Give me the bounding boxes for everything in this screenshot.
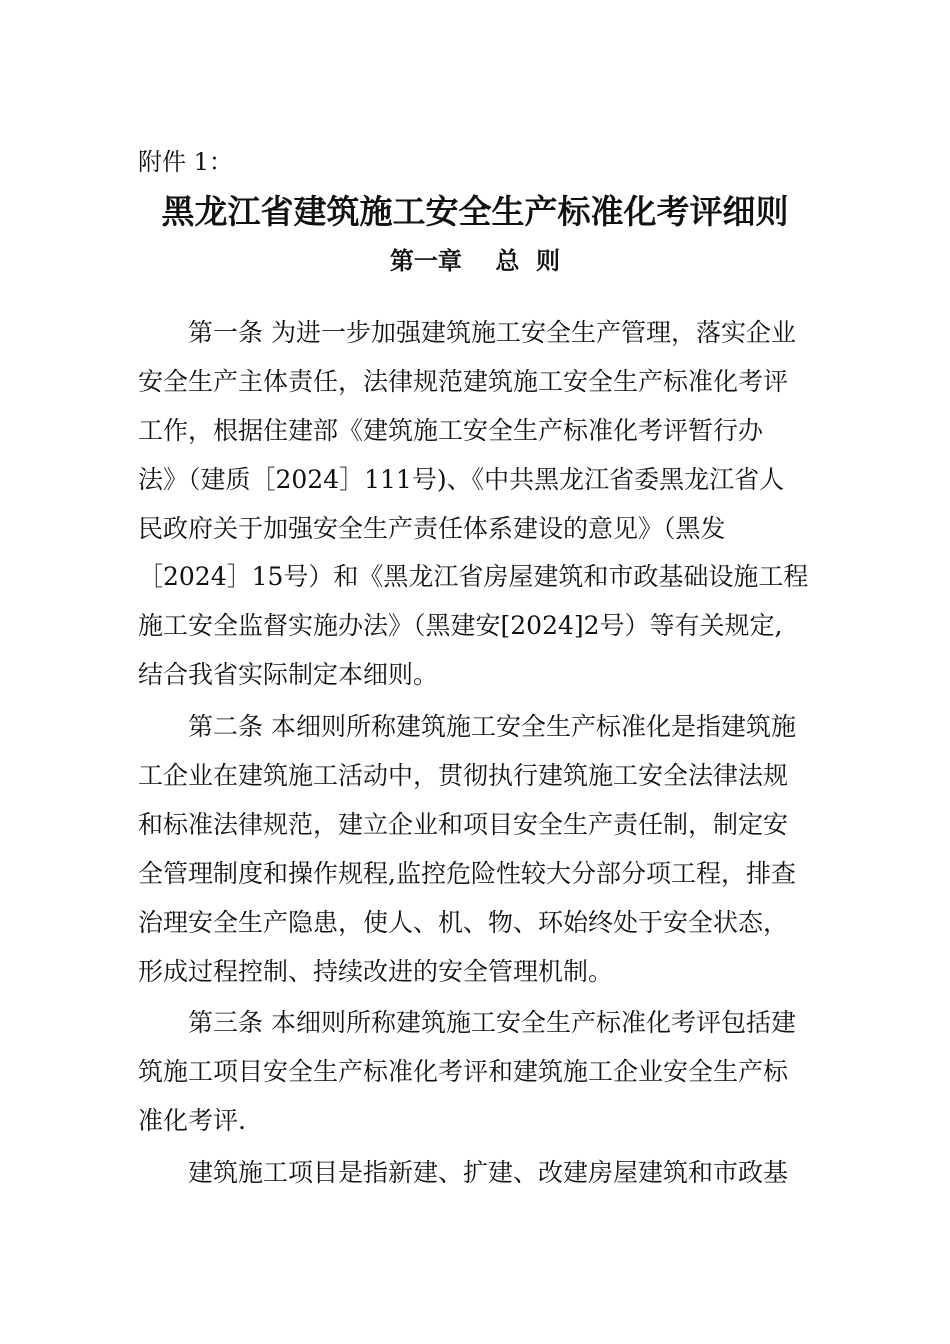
- paragraph-1-line: 工作，根据住建部《建筑施工安全生产标准化考评暂行办: [138, 415, 764, 445]
- paragraph-1-line: 施工安全监督实施办法》（黑建安[2024]2号）等有关规定,: [138, 611, 783, 641]
- paragraph-3-line: 准化考评.: [138, 1106, 246, 1136]
- paragraph-1-line: 安全生产主体责任，法律规范建筑施工安全生产标准化考评: [138, 366, 789, 396]
- paragraph-2-line: 全管理制度和操作规程,监控危险性较大分部分项工程，排查: [138, 858, 796, 888]
- paragraph-2-line: 形成过程控制、持续改进的安全管理机制。: [138, 956, 614, 986]
- paragraph-2-line: 第二条 本细则所称建筑施工安全生产标准化是指建筑施: [188, 712, 796, 742]
- paragraph-2-line: 和标准法律规范，建立企业和项目安全生产责任制，制定安: [138, 809, 789, 839]
- paragraph-1-line: 法》（建质［2024］111号)、《中共黑龙江省委黑龙江省人: [138, 464, 785, 494]
- paragraph-1-line: ［2024］15号）和《黑龙江省房屋建筑和市政基础设施工程: [138, 562, 809, 592]
- attachment-label: 附件 1：: [138, 148, 233, 176]
- paragraph-1-line: 民政府关于加强安全生产责任体系建设的意见》（黑发: [138, 513, 726, 543]
- paragraph-1-line: 第一条 为进一步加强建筑施工安全生产管理，落实企业: [188, 318, 796, 347]
- chapter-heading: 第一章 总 则: [389, 246, 561, 275]
- paragraph-3-line: 第三条 本细则所称建筑施工安全生产标准化考评包括建: [188, 1008, 796, 1038]
- paragraph-3-line: 筑施工项目安全生产标准化考评和建筑施工企业安全生产标: [138, 1057, 789, 1087]
- document-title: 黑龙江省建筑施工安全生产标准化考评细则: [161, 192, 789, 231]
- document-body: [138, 313, 828, 1202]
- paragraph-2-line: 治理安全生产隐患，使人、机、物、环始终处于安全状态，: [138, 907, 789, 937]
- paragraph-2-line: 工企业在建筑施工活动中，贯彻执行建筑施工安全法律法规: [138, 761, 789, 791]
- paragraph-4-line: 建筑施工项目是指新建、扩建、改建房屋建筑和市政基: [188, 1158, 789, 1188]
- paragraph-1-line: 结合我省实际制定本细则。: [138, 660, 439, 690]
